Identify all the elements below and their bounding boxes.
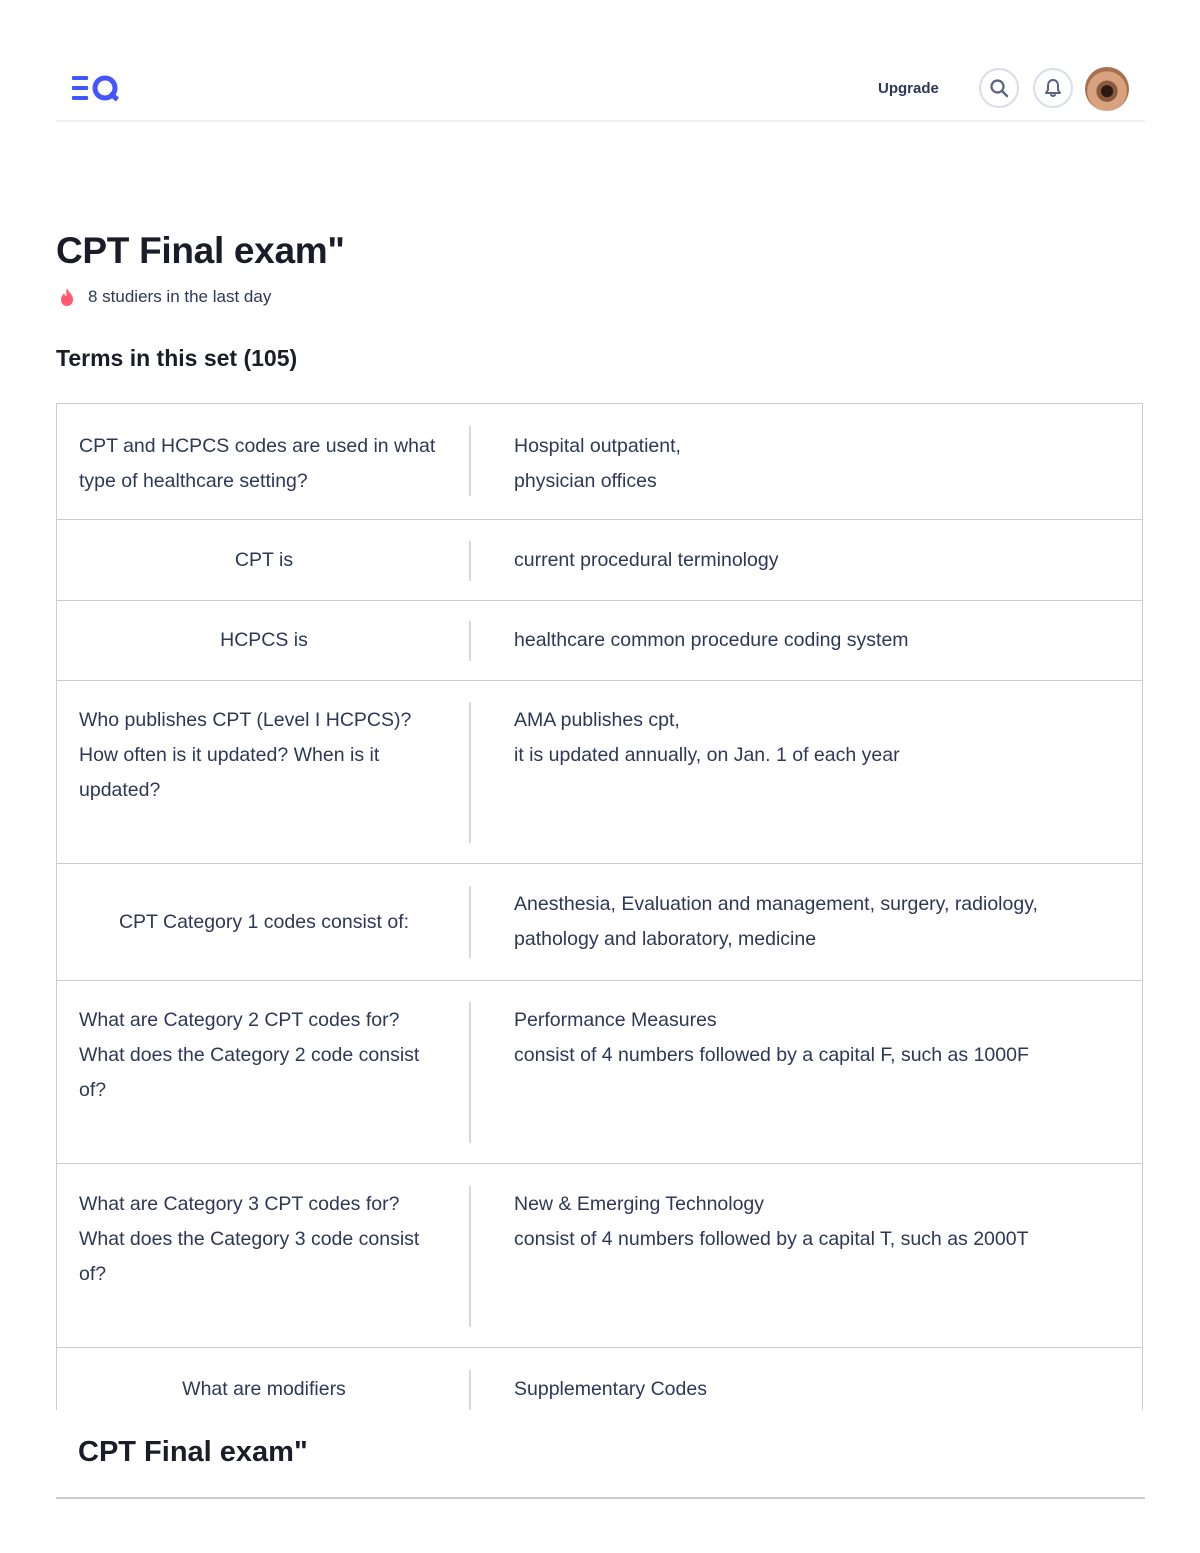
card-divider	[469, 702, 471, 843]
notifications-button[interactable]	[1033, 68, 1073, 108]
term-text: CPT and HCPCS codes are used in what type of healthcare setting?	[79, 435, 436, 492]
term-card	[56, 403, 1143, 520]
term-text: CPT is	[234, 549, 294, 571]
studiers-text: 8 studiers in the last day	[88, 287, 272, 306]
bell-icon	[1043, 78, 1063, 98]
term-text: What are Category 2 CPT codes for? What does the Category 2 code consist of?	[79, 1009, 420, 1101]
definition-text: Performance Measures consist of 4 numbers followed by a capital F, such as 1000F	[514, 1009, 1029, 1066]
term-card	[56, 980, 1143, 1164]
card-divider	[469, 1186, 471, 1327]
top-nav	[56, 60, 1145, 122]
term-card	[56, 600, 1143, 681]
definition-text: New & Emerging Technology consist of 4 numbers followed by a capital T, such as 2000T	[514, 1193, 1029, 1250]
search-icon	[989, 78, 1009, 98]
term-card	[56, 680, 1143, 864]
card-divider	[469, 541, 471, 581]
studiers-stat	[58, 287, 271, 307]
app-logo-icon[interactable]	[70, 70, 126, 110]
term-text: Who publishes CPT (Level I HCPCS)? How often is it updated? When is it updated?	[79, 709, 412, 801]
upgrade-link[interactable]: Upgrade	[878, 80, 939, 97]
definition-text: AMA publishes cpt, it is updated annually, on Jan. 1 of each year	[514, 709, 900, 766]
definition-text: Anesthesia, Evaluation and management, surgery, radiology, pathology and laboratory, medicine	[514, 893, 1038, 950]
term-card	[56, 1163, 1143, 1348]
term-text: What are Category 3 CPT codes for? What does the Category 3 code consist of?	[79, 1193, 420, 1285]
definition-text: current procedural terminology	[514, 549, 779, 571]
definition-text: Supplementary Codes	[514, 1378, 707, 1400]
card-divider	[469, 426, 471, 496]
card-divider	[469, 1002, 471, 1143]
footer-divider	[56, 1497, 1145, 1499]
user-avatar[interactable]	[1085, 67, 1129, 111]
search-button[interactable]	[979, 68, 1019, 108]
term-card	[56, 519, 1143, 601]
terms-heading: Terms in this set (105)	[56, 345, 298, 371]
term-text: What are modifiers	[182, 1378, 346, 1400]
term-card	[56, 1347, 1143, 1410]
definition-text: healthcare common procedure coding system	[514, 629, 909, 651]
term-card	[56, 863, 1143, 981]
set-title: CPT Final exam"	[56, 230, 345, 271]
flame-icon	[58, 287, 76, 307]
card-divider	[469, 886, 471, 958]
term-text: HCPCS is	[220, 629, 308, 651]
card-divider	[469, 1370, 471, 1410]
card-divider	[469, 621, 471, 661]
footer-set-title: CPT Final exam"	[78, 1436, 308, 1468]
definition-text: Hospital outpatient, physician offices	[514, 435, 681, 492]
terms-list	[56, 403, 1145, 1410]
term-text: CPT Category 1 codes consist of:	[118, 911, 410, 933]
